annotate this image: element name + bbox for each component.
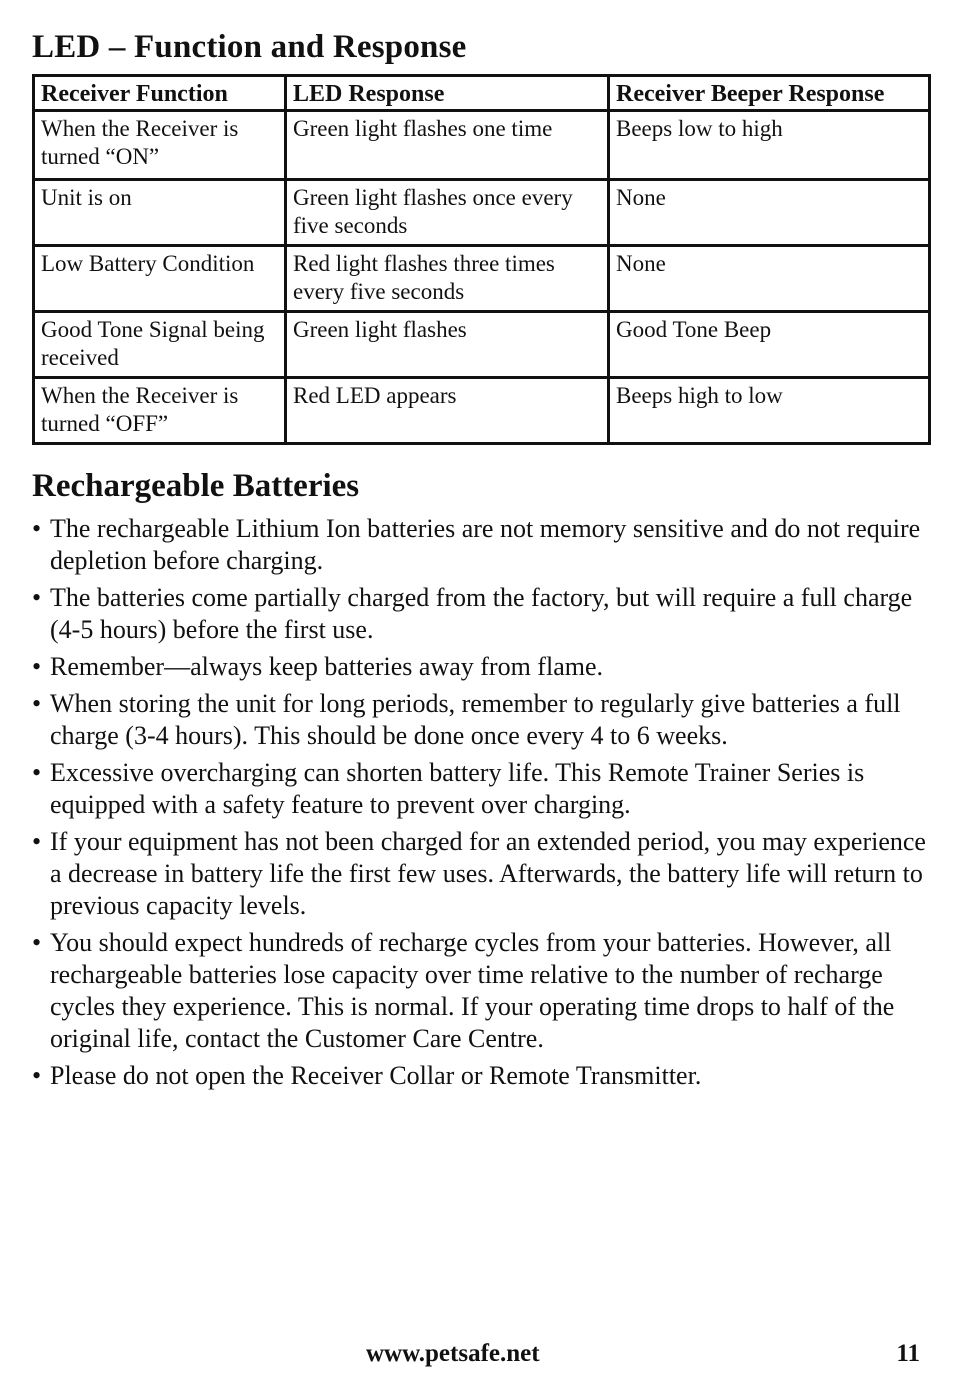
table-cell: Red LED appears [286, 378, 609, 444]
bullet-dot-icon: • [32, 689, 42, 718]
list-item-text: You should expect hundreds of recharge cycles from your batteries. However, all rechargeable batteries lose capacity over time relative to the number of recharge cycles they experience. This is normal. If your operating time drops to half of the original life, contact the Customer Care Centre. [50, 928, 895, 1053]
list-item-text: The batteries come partially charged from the factory, but will require a full charge (4-5 hours) before the first use. [50, 583, 913, 644]
bullet-dot-icon: • [32, 928, 42, 957]
page-number: 11 [896, 1340, 920, 1367]
table-cell: When the Receiver is turned “ON” [34, 111, 286, 180]
bullet-dot-icon: • [32, 827, 42, 856]
list-item-text: The rechargeable Lithium Ion batteries are not memory sensitive and do not require depletion before charging. [50, 514, 921, 575]
table-row [34, 246, 930, 312]
list-item [32, 582, 928, 646]
table-cell: Unit is on [34, 180, 286, 246]
table-cell: None [609, 246, 930, 312]
table-cell: Good Tone Signal being received [34, 312, 286, 378]
bullet-dot-icon: • [32, 583, 42, 612]
page-footer [0, 1340, 954, 1376]
list-item-text: If your equipment has not been charged for an extended period, you may experience a decrease in battery life the first few uses. Afterwards, the battery life will return to previous capacity levels. [50, 827, 926, 920]
table-row [34, 378, 930, 444]
table-cell: None [609, 180, 930, 246]
table-cell: Low Battery Condition [34, 246, 286, 312]
list-item [32, 757, 928, 821]
column-header-receiver-function: Receiver Function [34, 76, 286, 111]
table-cell: Good Tone Beep [609, 312, 930, 378]
website-link[interactable]: www.petsafe.net [366, 1340, 540, 1367]
led-section-heading: LED – Function and Response [32, 29, 467, 65]
list-item-text: Excessive overcharging can shorten battery life. This Remote Trainer Series is equipped with a safety feature to prevent over charging. [50, 758, 865, 819]
list-item-text: When storing the unit for long periods, remember to regularly give batteries a full charge (3-4 hours). This should be done once every 4 to 6 weeks. [50, 689, 901, 750]
table-header-row [34, 76, 930, 111]
list-item [32, 688, 928, 752]
list-item [32, 651, 928, 683]
table-row [34, 180, 930, 246]
bullet-dot-icon: • [32, 652, 42, 681]
list-item [32, 513, 928, 577]
list-item-text: Please do not open the Receiver Collar or Remote Transmitter. [50, 1061, 702, 1090]
table-cell: Red light flashes three times every five seconds [286, 246, 609, 312]
list-item [32, 1060, 928, 1092]
table-cell: Beeps low to high [609, 111, 930, 180]
table-cell: Green light flashes one time [286, 111, 609, 180]
column-header-led-response: LED Response [286, 76, 609, 111]
table-cell: Beeps high to low [609, 378, 930, 444]
table-cell: Green light flashes once every five seconds [286, 180, 609, 246]
table-row [34, 111, 930, 180]
manual-page [32, 24, 928, 1097]
list-item [32, 927, 928, 1055]
list-item [32, 826, 928, 922]
batteries-section-heading: Rechargeable Batteries [32, 468, 360, 504]
table-cell: Green light flashes [286, 312, 609, 378]
bullet-dot-icon: • [32, 514, 42, 543]
column-header-beeper-response: Receiver Beeper Response [609, 76, 930, 111]
list-item-text: Remember—always keep batteries away from flame. [50, 652, 603, 681]
table-cell: When the Receiver is turned “OFF” [34, 378, 286, 444]
table-row [34, 312, 930, 378]
bullet-dot-icon: • [32, 758, 42, 787]
battery-bullet-list [32, 513, 928, 1092]
bullet-dot-icon: • [32, 1061, 42, 1090]
led-response-table [32, 74, 931, 445]
